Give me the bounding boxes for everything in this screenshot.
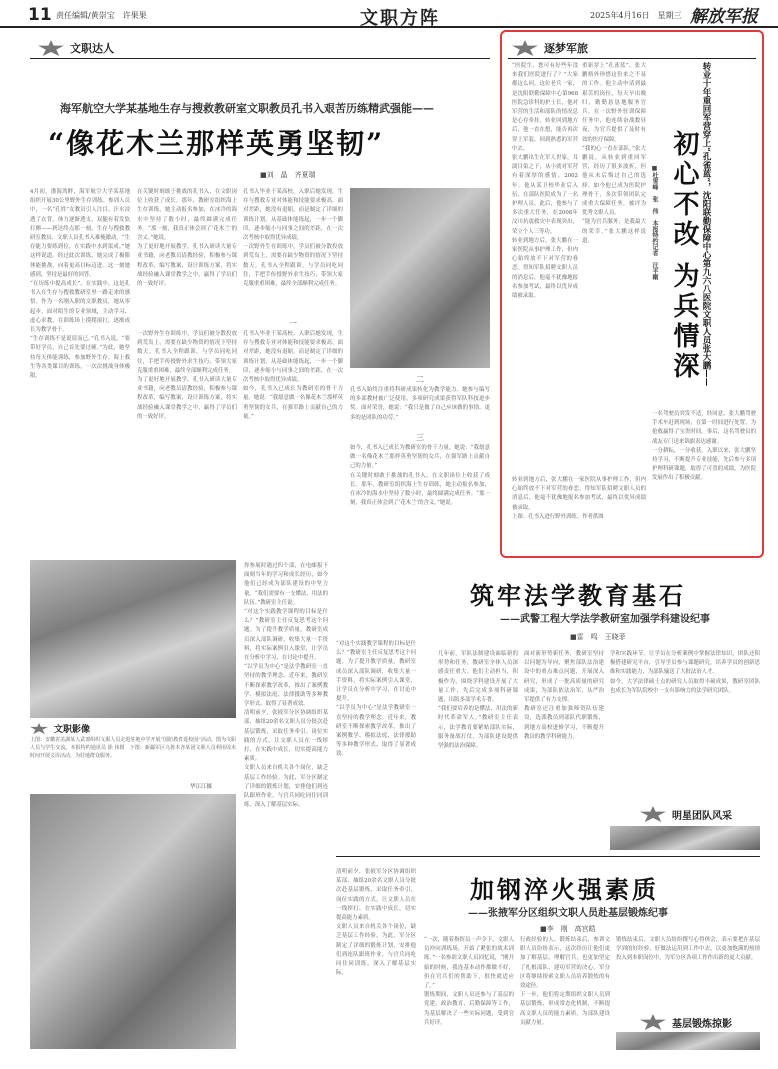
left-col-3: 孔书入毕业于某高校，入职后她发现，生存与搜救专业对体能和技能要求极高。面对差距，她没有退缩，而是制定了详细的训练计划，从基础体能练起，一步一个脚印，逐步缩小与同事之间的差距，在一次次考核中取得优异成绩。 一次野外生存训练中，学员们被分散投放到荒岛上，需要在缺少物资的情况下坚持数天。孔书入全程跟训，与学员同吃同住，手把手传授野外求生技巧，带领大家克服重重困难，最终全部顺利完成任务。: [243, 189, 343, 288]
mid-col-2: 几年前，军队法制建设面临新的形势和任务，教研室全体人员深感责任重大。他们主动担当，积极作为，围绕学科建设开展了大量工作，先后完成多项科研课题，出版多部学术专著。 “我们要培养的是懂法、用法的新时代革命军人。”教研室主任表示，法学教育要紧贴部队实际，服务备战打仗，为部队建设提供坚强的法治保障。: [438, 651, 518, 750]
left-byline: ■刘 晶 齐夏瑞: [260, 171, 316, 179]
left-col-3b: 孔书入毕业于某高校，入职后她发现，生存与搜救专业对体能和技能要求极高。面对差距，她没有退缩，而是制定了详细的训练计划，从基础体能练起，一步一个脚印，逐步缩小与同事之间的差距，在一次次考核中取得优异成绩。 如今，孔书入已成长为教研室的骨干力量。她说：“我愿意做一名像花木兰那样英勇坚韧的女兵，在强军路上贡献自己的力量。”: [243, 331, 343, 420]
right-title-a: 初心不改: [669, 130, 699, 250]
right-byline: ■杜雪峰 张 伟 本报特约记者 汪平剛: [651, 165, 658, 280]
section-title: 文职方阵: [360, 8, 440, 29]
issue-date: 2025年4月16日 星期三: [590, 11, 682, 20]
column-label-wenzhi: 文职达人: [38, 40, 114, 56]
bottom-col-2: 行政经验的人。锻炼结束后，参训文职人员纷纷表示，这次经历让他们更加了解基层、理解官兵，也更加坚定了扎根部队、建功军营的决心。军分区将继续探索文职人员培养锻炼的有效途径。 下一步，他们将定期组织文职人员到基层锻炼，形成常态化机制，不断提高文职人员的能力素质，为部队建设贡献力量。: [520, 937, 610, 1026]
bottom-subtitle: ——张掖军分区组织文职人员赴基层锻炼纪事: [468, 908, 668, 919]
editors-line: 责任编辑/黄崇宝 许果果: [56, 11, 147, 20]
left-col-2: 在关键时刻敢于挑战的孔书入，在文职岗位上收获了成长。那年，教研室组织海上生存训练，她主动报名参加，在冰冷的海水中坚持了数小时，最终圆满完成任务。“那一刻，我真正体会到了‘花木兰’的含义。”她说。 为了更好地开展教学，孔书入研读大量专业书籍，向老教员请教经验，积极参与课程改革，编写教案，设计训练方案，将实战经验融入课堂教学之中，赢得了学员们的一致好评。: [137, 189, 237, 288]
left-rule: [30, 58, 490, 59]
star-icon: [38, 40, 64, 56]
bottom-byline: ■李 刚 高宫皓: [540, 925, 596, 933]
middle-subtitle: ——武警工程大学法学教研室加强学科建设纪事: [500, 614, 710, 625]
right-col-1: “医院生，您可有好些年没来我们医院进行了？”大家都这么问。这位老兵一家，是沈阳联勤保障中心第968医院急诊科的护士长，他对军营的生活和部队的情况总是心存牵挂。转业回到地方后，他一直在想，能否再次穿上军装，回到熟悉的军营中去。 张大鹏出生在军人世家，耳濡目染之下，从小就对军营有着深厚的感情。2002年，他从某卫校毕业后入伍，在部队医院成为了一名护理人员。此后，他参与了多次重大任务，在2008年汶川抗震救灾中表现突出，荣立个人三等功。 转业到地方后，张大鹏在一家医院从事护理工作，但内心始终放不下对军营的眷恋。得知军队招聘文职人员的消息后，他毫不犹豫地报名参加考试，最终以优异成绩被录取。: [512, 63, 578, 300]
team-photo: [610, 826, 760, 850]
left-title: “像花木兰那样英勇坚韧”: [48, 127, 385, 160]
star-icon: [640, 806, 666, 822]
team-label: 明星团队风采: [640, 806, 732, 822]
chapter-one: 一: [289, 319, 297, 328]
grassroots-label: 基层锻炼掠影: [640, 1014, 732, 1030]
right-title-b: 为兵情深: [669, 262, 699, 382]
photo-caption: 上图：安徽省芜湖某人武部组织文职人员走进驻地中学开展“国防教育进校园”活动。图为文职人员与学生交流。本报特约通讯员 徐 伟摄 下图：新疆军区乌鲁木齐某团文职人员利用周末时间开展义诊活动，为驻地群众服务。: [30, 737, 236, 759]
chapter-two: 二: [416, 375, 424, 384]
bottom-title: 加钢淬火强素质: [470, 875, 659, 904]
mid-col-1: “对这个实践教学课程的目标是什么？”教研室主任反复思考这个问题。为了提升教学质量，教研室成员深入部队调研，收集大量一手资料，将实际案例引入课堂，让学员在分析中学习，在讨论中提升。 “以学员为中心”是法学教研室一直坚持的教学理念。近年来，教研室不断探索教学改革，推出了案例教学、模拟法庭、法律援助等多种教学形式，取得了显著成效。: [336, 641, 416, 758]
bottom-col-0: 清明前夕，张掖军分区协调组织某部，抽组20余名文职人员分批次赴基层锻炼，采取任务牵引、岗位实践的方式，让文职人员在一线摔打、在实践中成长，切实提高能力素质。 文职人员来自机关各个岗位，缺乏基层工作经验。为此，军分区制定了详细的锻炼计划，安排他们到连队跟班作业，与官兵同吃同住同训练，深入了解基层实际。: [336, 869, 416, 977]
star-icon: [640, 1014, 666, 1030]
medical-photo: [30, 794, 236, 1049]
left-kicker: 海军航空大学某基地生存与搜救教研室文职教员孔书入艰苦历练精武强能——: [60, 102, 434, 115]
right-col-3: 一名驾驶员突发不适，经同意，张大鹏驾驶手术车赶到现场，在第一时间进行处置，为抢救赢得了宝贵时间。事后，这名驾驶员的战友专门送来锦旗表达感谢。 一分耕耘，一分收获。入职以来，张大鹏坚持学习，不断提升专业技能，先后参与多项护理科研课题，取得了可喜的成绩，为医院发展作出了积极贡献。: [652, 411, 756, 482]
photo-credit: 华江江摄: [190, 784, 213, 790]
bottom-rule: [336, 856, 760, 857]
star-icon: [512, 40, 538, 56]
middle-title: 筑牢法学教育基石: [470, 581, 686, 610]
classroom-photo: [30, 560, 236, 718]
photo-section-label: 文职影像: [30, 722, 90, 735]
right-col-1b: 转业到地方后，张大鹏在一家医院从事护理工作，但内心始终放不下对军营的眷恋。得知军队招聘文职人员的消息后，他毫不犹豫地报名参加考试，最终以优异成绩被录取。 上图：孔书入进行野外训练。作者供图: [512, 477, 646, 520]
grassroots-photo: [616, 1032, 760, 1050]
bottom-col-3: 锻炼结束后，文职人员纷纷撰写心得体会，表示要把在基层学到的好经验、好做法运用到工作中去，以更加饱满的热情投入到本职岗位中，为军分区各项工作作出新的更大贡献。: [616, 937, 760, 962]
star-icon: [30, 723, 48, 734]
left-col-4b: 如今，孔书入已成长为教研室的骨干力量。她说：“我愿意做一名像花木兰那样英勇坚韧的女兵，在强军路上贡献自己的力量。” 在关键时刻敢于挑战的孔书入，在文职岗位上收获了成长。那年，教研室组织海上生存训练，她主动报名参加，在冰冷的海水中坚持了数小时，最终圆满完成任务。“那一刻，我真正体会到了‘花木兰’的含义。”她说。: [350, 445, 490, 507]
right-col-2: 重新穿上“孔雀蓝”，张大鹏格外珍惜这份来之不易的工作。他主动申请到最艰苦的岗位，每天早出晚归，勤勤恳恳地服务官兵。在一次野外驻训保障任务中，他连续奋战数昼夜，为官兵提供了及时有效的医疗保障。 “我的心一直在部队。”张大鹏说，从转业到重回军营，经历了很多波折，但他从未后悔过自己的选择。如今他已成为医院护理骨干，多次带领团队完成重大保障任务，被评为优秀文职人员。 “能为官兵服务，是我最大的荣幸。”张大鹏这样说道。: [582, 63, 646, 244]
training-photo: [350, 188, 490, 368]
mid-col-4: 学和实践环节。让学员在分析案例中掌握法律知识，团队还积极搭建研究平台，引导学员参与课题研究，培养学员的创新思维和实践能力，为部队输送了大批法治人才。 如今，大学法律硕士点的研究人员取得丰硕成果，教研室团队也成长为军队院校中一支有影响力的法学研究团队。: [610, 651, 760, 694]
mid-col-3: 面对新形势新任务，教研室坚持以问题为导向，聚焦部队法治建设中的重点难点问题，开展深入研究，形成了一批高质量的研究成果，为部队依法治军、从严治军提供了有力支撑。 教研室还注重加强师资队伍建设，选派教员到部队代职锻炼，到地方高校进修学习，不断提升教员的教学科研能力。: [524, 651, 604, 740]
bottom-col-1: “一次，随着指挥员一声令下，文职人员冲向训练场，开始了紧张的战术训练。”一名参训文职人员回忆说，“刚开始的时候，我连基本动作都做不好，但在官兵们的帮助下，很快就适应了。” 锻炼期间，文职人员还参与了基层的党建、政治教育、后勤保障等工作，为基层解决了一些实际问题，受到官兵好评。: [424, 937, 514, 1026]
left-col-1: 4月初，渤海湾畔，海军航空大学某基地组织开展30公里野外生存训练。参训人员中，一名“孔姓”女教员引人注目。汗水浸透了衣背，体力逐渐透支，双腿有着发软打颤——到达终点那一刻，生存与搜救教研室教员、文职人员孔书入难掩激动。“生存能力要练到位，在实践中水到渠成。”她这样说道。经过此次训练，她完成了极限体能挑战，向着更高目标迈进。这一刻她感到，坚持是最好的回答。 “在历练中提高成长”，在实践中，这是孔书入在生存与搜救教研室里一路走来的感悟。作为一名刚入职的文职教员，她从零起步，面对陌生的专业领域，主动学习、虚心求教，在训练场上摸爬滚打，逐渐成长为教学骨干。 “生存训练不是说说而已。”孔书入说，“要带好学员，自己首先要过硬。”为此，她坚持每天体能训练，参加野外生存、海上救生等各类课目的训练，一次次挑战身体极限。: [30, 189, 130, 380]
middle-byline: ■雷 鸣 王晓菲: [570, 633, 626, 641]
right-rule: [508, 58, 756, 59]
masthead-logo: 解放军报: [690, 7, 758, 27]
page-number: 11: [28, 5, 52, 25]
right-kicker: 转业十年重回军营穿上“孔雀蓝”，沈阳联勤保障中心第九六八医院文职人员张大鹏——: [701, 62, 711, 387]
chapter-three: 三: [416, 433, 424, 442]
left-col-4a: 孔书入始终注重将科研成果转化为教学能力。她参与编写的多部教材被广泛使用，多项研究成果获得军队科技进步奖。面对荣誉，她说：“我只是做了自己应该做的事情，更多的是团队的功劳。”: [350, 387, 490, 421]
mid-col-0: 你参展时遇过四个部，在电邮报下面刻当年的学习和成长经历，如今他们已经成为部队建设的中坚力量。“我们需要有一支懂法、用法的队伍。”教研室主任说。 “对这个实践教学课程的目标是什么？”教研室主任反复思考这个问题。为了提升教学质量，教研室成员深入部队调研，收集大量一手资料，将实际案例引入课堂，让学员在分析中学习，在讨论中提升。 “以学员为中心”是法学教研室一直坚持的教学理念。近年来，教研室不断探索教学改革，推出了案例教学、模拟法庭、法律援助等多种教学形式，取得了显著成效。 清明前夕，张掖军分区协调组织某部，抽组20余名文职人员分批次赴基层锻炼，采取任务牵引、岗位实践的方式，让文职人员在一线摔打、在实践中成长，切实提高能力素质。 文职人员来自机关各个岗位，缺乏基层工作经验。为此，军分区制定了详细的锻炼计划，安排他们到连队跟班作业，与官兵同吃同住同训练，深入了解基层实际。: [244, 563, 328, 809]
column-label-zhumeng: 逐梦军旅: [512, 40, 588, 56]
left-col-2b: 一次野外生存训练中，学员们被分散投放到荒岛上，需要在缺少物资的情况下坚持数天。孔书入全程跟训，与学员同吃同住，手把手传授野外求生技巧，带领大家克服重重困难，最终全部顺利完成任务。 为了更好地开展教学，孔书入研读大量专业书籍，向老教员请教经验，积极参与课程改革，编写教案，设计训练方案，将实战经验融入课堂教学之中，赢得了学员们的一致好评。: [137, 331, 237, 420]
